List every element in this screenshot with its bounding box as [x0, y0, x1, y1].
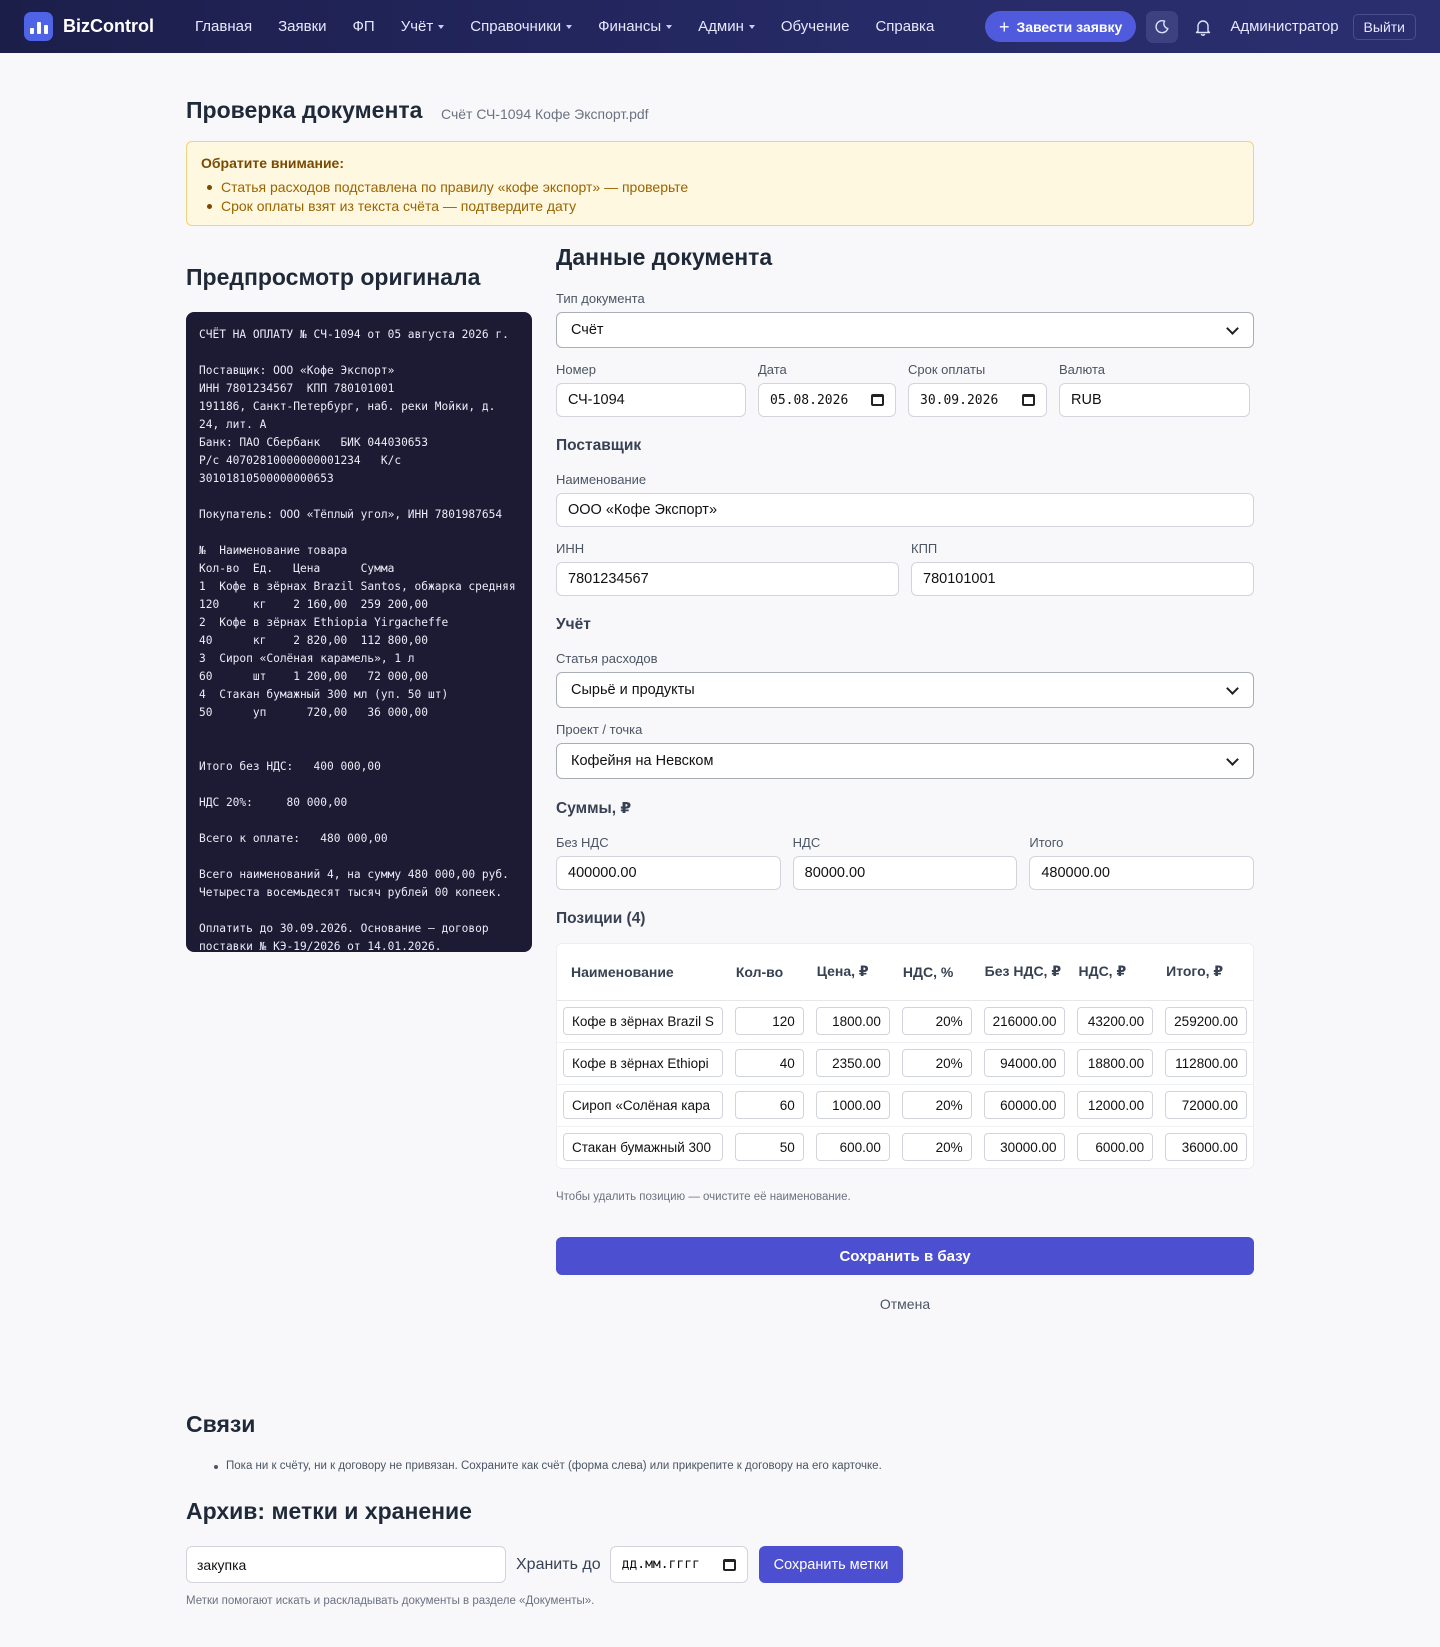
notifications-button[interactable] — [1188, 12, 1218, 42]
user-name[interactable]: Администратор — [1230, 18, 1339, 35]
nav-link-label: Финансы — [598, 18, 662, 35]
nav-link-label: Учёт — [400, 18, 434, 35]
position-name-input[interactable]: Кофе в зёрнах Brazil S — [563, 1007, 723, 1035]
kpp-label: КПП — [911, 541, 938, 556]
vat-amount-input[interactable]: 80000.00 — [793, 856, 1018, 890]
keep-until-placeholder: дд.мм.гггг — [621, 1557, 700, 1572]
position-value-input[interactable]: 50 — [735, 1133, 804, 1161]
position-value-input[interactable]: 60 — [735, 1091, 804, 1119]
table-cell — [978, 1084, 1072, 1126]
table-cell — [810, 1000, 896, 1042]
bell-icon — [1194, 18, 1212, 36]
theme-toggle-button[interactable] — [1146, 11, 1178, 43]
table-row — [557, 1126, 1253, 1168]
nav-right — [985, 11, 1416, 43]
position-value-input[interactable]: 36000.00 — [1165, 1133, 1247, 1161]
nav-link[interactable] — [685, 18, 768, 35]
positions-hint: Чтобы удалить позицию — очистите её наименование. — [556, 1191, 851, 1203]
nav-link-label: Главная — [194, 18, 253, 35]
accounting-heading: Учёт — [556, 616, 591, 633]
table-cell — [557, 1042, 729, 1084]
table-row — [557, 1084, 1253, 1126]
position-value-input[interactable]: 1000.00 — [816, 1091, 890, 1119]
nav-link[interactable] — [388, 18, 458, 35]
caret-down-icon — [666, 25, 672, 29]
doc-type-value: Счёт — [571, 322, 604, 338]
nav-link[interactable] — [182, 18, 265, 35]
positions-heading: Позиции (4) — [556, 910, 646, 927]
vat-label: НДС — [792, 835, 821, 850]
calendar-icon[interactable] — [1022, 394, 1035, 406]
table-row — [557, 1000, 1253, 1042]
cancel-link[interactable]: Отмена — [879, 1296, 931, 1312]
nav-link-label: Админ — [698, 18, 744, 35]
nav-link-label: Заявки — [278, 18, 327, 35]
tags-input[interactable]: закупка — [186, 1546, 506, 1583]
position-value-input[interactable]: 259200.00 — [1165, 1007, 1247, 1035]
kpp-input[interactable]: 780101001 — [911, 562, 1254, 596]
table-cell — [729, 1042, 810, 1084]
position-value-input[interactable]: 1800.00 — [816, 1007, 890, 1035]
table-cell — [1071, 1000, 1159, 1042]
due-label: Срок оплаты — [908, 362, 986, 377]
table-cell — [978, 1000, 1072, 1042]
position-value-input[interactable]: 6000.00 — [1077, 1133, 1153, 1161]
position-value-input[interactable]: 20% — [902, 1091, 972, 1119]
archive-row — [186, 1546, 903, 1583]
chart-logo-icon — [24, 12, 53, 41]
nav-link[interactable] — [265, 18, 339, 35]
keep-until-input[interactable] — [610, 1546, 748, 1583]
position-value-input[interactable]: 216000.00 — [984, 1007, 1066, 1035]
alert-item: Срок оплаты взят из текста счёта — подтвердите дату — [201, 197, 1239, 216]
calendar-icon[interactable] — [723, 1559, 736, 1571]
brand-name: BizControl — [63, 16, 154, 36]
page-title: Проверка документа — [186, 97, 423, 123]
caret-down-icon — [749, 25, 755, 29]
column-header: НДС, ₽ — [1071, 944, 1159, 1000]
table-cell — [729, 1084, 810, 1126]
table-cell — [896, 1126, 978, 1168]
table-cell — [729, 1126, 810, 1168]
position-name-input[interactable]: Сироп «Солёная кара — [563, 1091, 723, 1119]
column-header: Наименование — [557, 944, 729, 1000]
supplier-heading: Поставщик — [556, 437, 642, 454]
table-cell — [1159, 1126, 1253, 1168]
project-label: Проект / точка — [556, 722, 643, 737]
chevron-down-icon — [1226, 322, 1239, 335]
table-cell — [978, 1126, 1072, 1168]
position-value-input[interactable]: 12000.00 — [1077, 1091, 1153, 1119]
position-value-input[interactable]: 20% — [902, 1007, 972, 1035]
alert-title: Обратите внимание: — [201, 155, 345, 171]
table-cell — [557, 1084, 729, 1126]
position-value-input[interactable]: 40 — [735, 1049, 804, 1077]
archive-title: Архив: метки и хранение — [186, 1498, 472, 1524]
date-value: 05.08.2026 — [770, 392, 849, 408]
doc-type-select[interactable] — [556, 312, 1254, 348]
doc-type-label: Тип документа — [556, 291, 645, 306]
position-name-input[interactable]: Стакан бумажный 300 — [563, 1133, 723, 1161]
new-request-label: Завести заявку — [1016, 18, 1123, 35]
inn-label: ИНН — [556, 541, 585, 556]
date-input[interactable] — [758, 383, 896, 417]
nav-link[interactable] — [457, 18, 585, 35]
position-value-input[interactable]: 600.00 — [816, 1133, 890, 1161]
brand[interactable] — [24, 12, 154, 41]
document-form — [556, 244, 1254, 1312]
nav-link-label: Справка — [875, 18, 935, 35]
table-cell — [1159, 1042, 1253, 1084]
table-cell — [810, 1042, 896, 1084]
nav-link[interactable] — [585, 18, 685, 35]
total-amount-input[interactable]: 480000.00 — [1029, 856, 1254, 890]
column-header: НДС, % — [896, 944, 978, 1000]
nav-link-label: ФП — [352, 18, 375, 35]
net-label: Без НДС — [556, 835, 609, 850]
due-date-input[interactable] — [908, 383, 1047, 417]
position-name-input[interactable]: Кофе в зёрнах Ethiopi — [563, 1049, 723, 1077]
column-header: Цена, ₽ — [810, 944, 896, 1000]
table-cell — [810, 1084, 896, 1126]
caret-down-icon — [438, 25, 444, 29]
chevron-down-icon — [1226, 682, 1239, 695]
table-cell — [557, 1126, 729, 1168]
moon-icon — [1154, 19, 1170, 35]
keep-until-label: Хранить до — [516, 1555, 601, 1573]
nav-link-label: Обучение — [780, 18, 850, 35]
net-amount-input[interactable]: 400000.00 — [556, 856, 781, 890]
expense-value: Сырьё и продукты — [571, 682, 695, 698]
plus-icon: + — [998, 16, 1010, 37]
navbar — [0, 0, 1440, 53]
attention-alert — [186, 141, 1254, 226]
table-header-row — [557, 944, 1253, 1000]
nav-link-label: Справочники — [470, 18, 562, 35]
table-cell — [810, 1126, 896, 1168]
nav-link[interactable] — [340, 18, 388, 35]
position-value-input[interactable]: 120 — [735, 1007, 804, 1035]
archive-hint: Метки помогают искать и раскладывать документы в разделе «Документы». — [186, 1595, 595, 1607]
total-label: Итого — [1029, 835, 1064, 850]
save-tags-button[interactable]: Сохранить метки — [759, 1546, 904, 1583]
position-value-input[interactable]: 112800.00 — [1165, 1049, 1247, 1077]
position-value-input[interactable]: 30000.00 — [984, 1133, 1066, 1161]
column-header: Кол-во — [729, 944, 810, 1000]
alert-list — [201, 178, 1239, 216]
expense-label: Статья расходов — [556, 651, 658, 666]
column-header: Итого, ₽ — [1159, 944, 1253, 1000]
table-cell — [896, 1000, 978, 1042]
position-value-input[interactable]: 18800.00 — [1077, 1049, 1153, 1077]
position-value-input[interactable]: 20% — [902, 1133, 972, 1161]
chevron-down-icon — [1226, 753, 1239, 766]
table-cell — [1159, 1084, 1253, 1126]
table-cell — [557, 1000, 729, 1042]
nav-link[interactable] — [862, 18, 947, 35]
inn-input[interactable]: 7801234567 — [556, 562, 899, 596]
currency-input[interactable]: RUB — [1059, 383, 1250, 417]
table-cell — [1159, 1000, 1253, 1042]
alert-item: Статья расходов подставлена по правилу «кофе экспорт» — проверьте — [201, 178, 1239, 197]
position-value-input[interactable]: 94000.00 — [984, 1049, 1066, 1077]
table-row — [557, 1042, 1253, 1084]
table-cell — [1071, 1042, 1159, 1084]
preview-text: СЧЁТ НА ОПЛАТУ № СЧ-1094 от 05 августа 2026 г. Поставщик: ООО «Кофе Экспорт» ИНН 7801234567 КПП 780101001 191186, Санкт-Петербург, наб. реки Мойки, д. 24, лит. А Банк: ПАО Сбербанк БИК 044030653 Р/с 40702810000000001234 К/с 30101810500000000653 Покупатель: ООО «Тёплый угол», ИНН 7801987654 № Наименование товара Кол-во Ед. Цена Сумма 1 Кофе в зёрнах Brazil Santos, обжарка средняя 120 кг 2 160,00 259 200,00 2 Кофе в зёрнах Ethiopia Yirgacheffe 40 кг 2 820,00 112 800,00 3 Сироп «Солёная карамель», 1 л 60 шт 1 200,00 72 000,00 4 Стакан бумажный 300 мл (уп. 50 шт) 50 уп 720,00 36 000,00 Итого без НДС: 400 000,00 НДС 20%: 80 000,00 Всего к оплате: 480 000,00 Всего наименований 4, на сумму 480 000,00 руб. Четыреста восемьдесят тысяч рублей 00 копеек. Оплатить до 30.09.2026. Основание — договор поставки № КЭ-19/2026 от 14.01.2026. — [199, 328, 516, 952]
position-value-input[interactable]: 43200.00 — [1077, 1007, 1153, 1035]
position-value-input[interactable]: 72000.00 — [1165, 1091, 1247, 1119]
supplier-name-input[interactable]: ООО «Кофе Экспорт» — [556, 493, 1254, 527]
page-subtitle: Счёт СЧ-1094 Кофе Экспорт.pdf — [441, 106, 649, 122]
number-label: Номер — [556, 362, 597, 377]
new-request-button[interactable] — [985, 11, 1136, 42]
original-preview[interactable] — [186, 312, 532, 952]
nav-link[interactable] — [768, 18, 863, 35]
supplier-name-label: Наименование — [556, 472, 647, 487]
position-value-input[interactable]: 2350.00 — [816, 1049, 890, 1077]
currency-label: Валюта — [1059, 362, 1105, 377]
table-cell — [896, 1042, 978, 1084]
positions-table — [556, 943, 1254, 1169]
project-value: Кофейня на Невском — [571, 753, 714, 769]
preview-title: Предпросмотр оригинала — [186, 264, 481, 290]
due-date-value: 30.09.2026 — [920, 392, 999, 408]
caret-down-icon — [566, 25, 572, 29]
positions-table-body — [557, 1000, 1253, 1168]
position-value-input[interactable]: 20% — [902, 1049, 972, 1077]
form-title: Данные документа — [556, 244, 773, 270]
table-cell — [729, 1000, 810, 1042]
expense-select[interactable] — [556, 672, 1254, 708]
main-nav — [182, 18, 947, 35]
table-cell — [978, 1042, 1072, 1084]
date-label: Дата — [758, 362, 787, 377]
links-title: Связи — [186, 1411, 256, 1437]
logout-button[interactable]: Выйти — [1353, 14, 1416, 40]
table-cell — [1071, 1126, 1159, 1168]
project-select[interactable] — [556, 743, 1254, 779]
table-cell — [896, 1084, 978, 1126]
column-header: Без НДС, ₽ — [978, 944, 1072, 1000]
position-value-input[interactable]: 60000.00 — [984, 1091, 1066, 1119]
table-cell — [1071, 1084, 1159, 1126]
calendar-icon[interactable] — [871, 394, 884, 406]
save-to-db-button[interactable]: Сохранить в базу — [556, 1237, 1254, 1275]
sums-heading: Суммы, ₽ — [556, 800, 632, 817]
number-input[interactable]: СЧ-1094 — [556, 383, 746, 417]
links-item: Пока ни к счёту, ни к договору не привязан. Сохраните как счёт (форма слева) или прикрепите к договору на его карточке. — [186, 1460, 882, 1472]
